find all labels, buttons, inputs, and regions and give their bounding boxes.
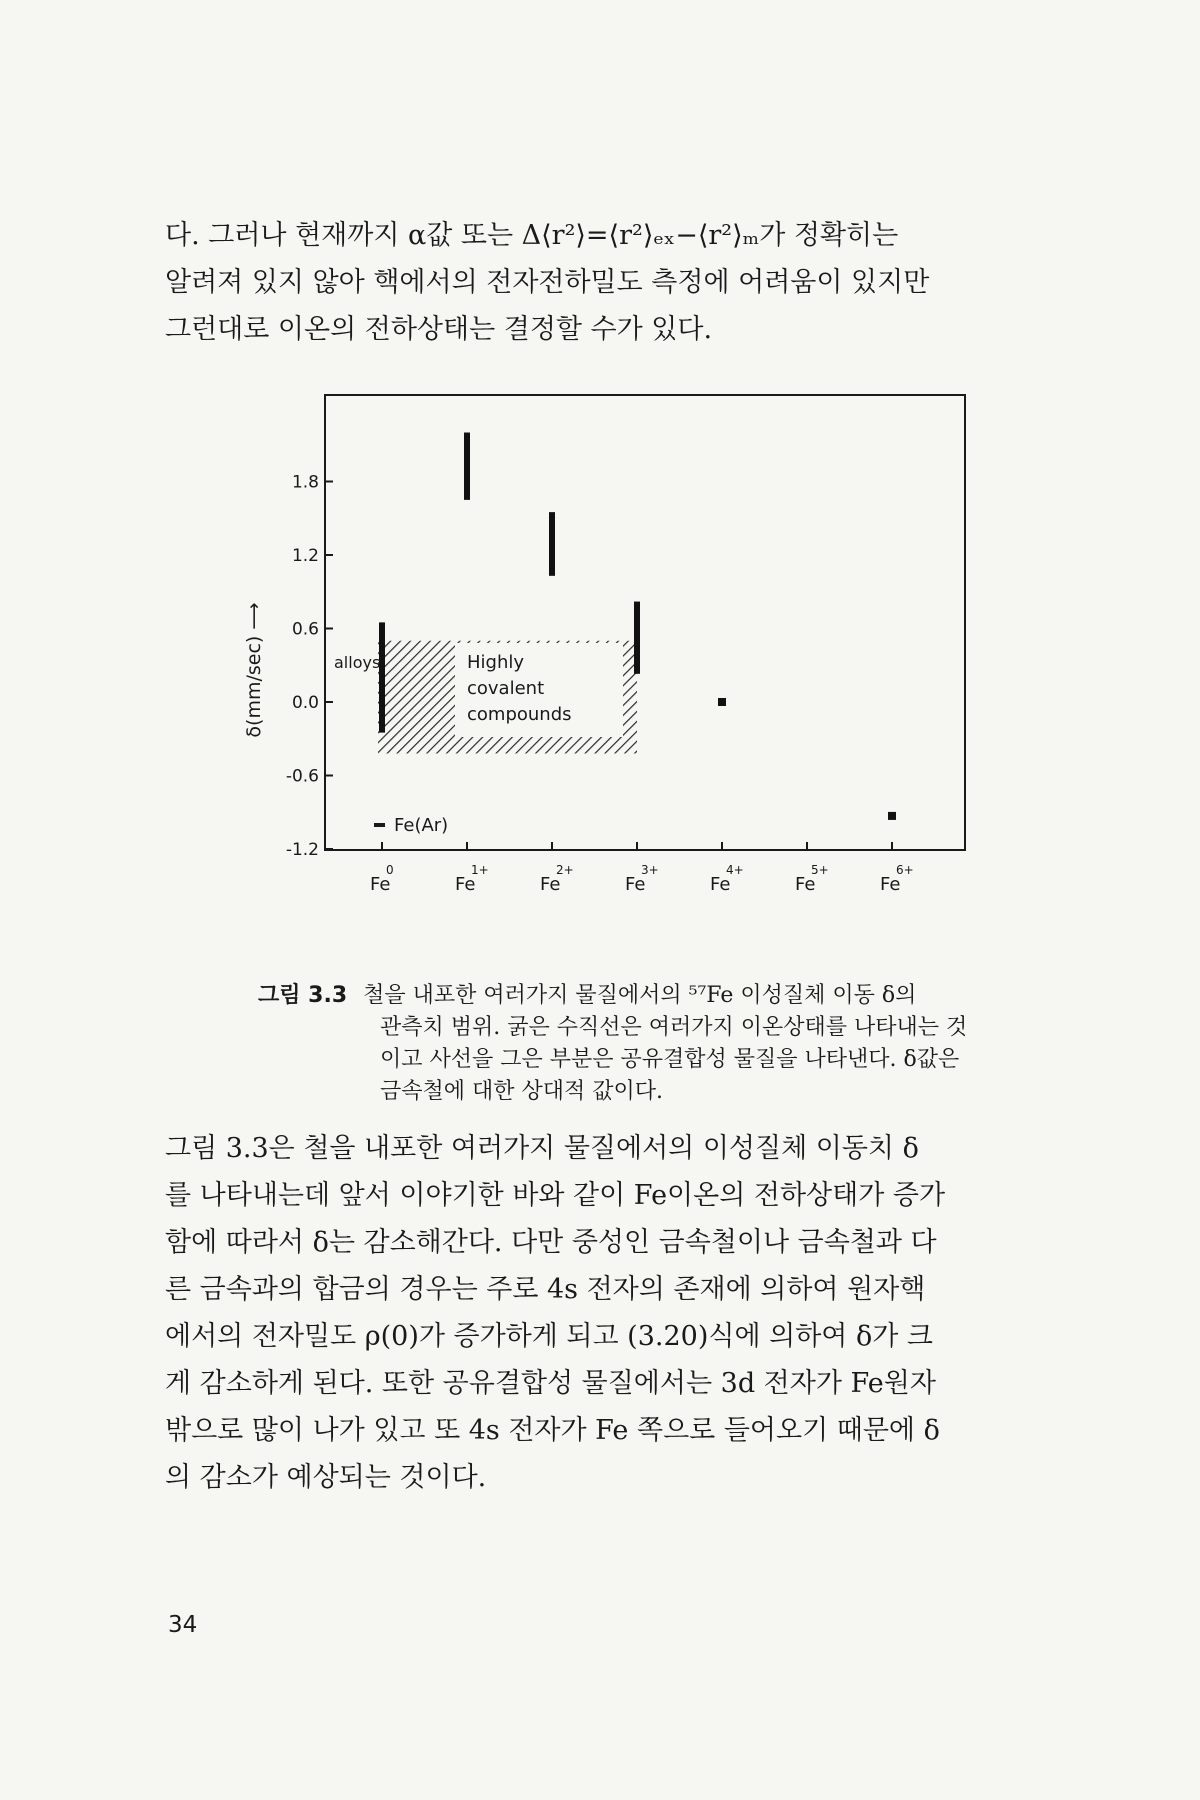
x-tick-label: Fe <box>880 874 901 895</box>
paragraph-line: 그림 3.3은 철을 내포한 여러가지 물질에서의 이성질체 이동치 δ <box>165 1133 919 1164</box>
paragraph-line: 그런대로 이온의 전하상태는 결정할 수가 있다. <box>165 314 713 345</box>
x-tick-label-charge: 6+ <box>896 863 914 877</box>
paragraph-line: 의 감소가 예상되는 것이다. <box>165 1462 487 1493</box>
x-tick-label-charge: 0 <box>386 863 394 877</box>
x-tick-label: Fe <box>370 874 391 895</box>
paragraph-line: 밖으로 많이 나가 있고 또 4s 전자가 Fe 쪽으로 들어오기 때문에 δ <box>165 1415 940 1446</box>
caption-label: 그림 3.3 <box>258 983 348 1008</box>
caption-line: 관측치 범위. 굵은 수직선은 여러가지 이온상태를 나타내는 것 <box>380 1015 968 1040</box>
x-tick-label-charge: 4+ <box>726 863 744 877</box>
range-bar <box>379 622 385 732</box>
plot-frame <box>325 395 965 850</box>
x-tick-label: Fe <box>795 874 816 895</box>
covalent-label-line: Highly <box>467 652 525 673</box>
isomer-shift-chart <box>230 385 1010 925</box>
y-tick-label: 1.2 <box>291 546 319 566</box>
range-bar <box>549 512 555 576</box>
data-point <box>718 698 726 706</box>
range-bar <box>634 602 640 674</box>
paragraph-line: 를 나타내는데 앞서 이야기한 바와 같이 Fe이온의 전하상태가 증가 <box>165 1180 946 1211</box>
paragraph-line: 함에 따라서 δ는 감소해간다. 다만 중성인 금속철이나 금속철과 다 <box>165 1227 937 1258</box>
page-number: 34 <box>168 1612 198 1638</box>
y-tick-label: 0.6 <box>291 619 319 640</box>
x-tick-label-charge: 5+ <box>811 863 829 877</box>
data-point <box>888 812 896 820</box>
x-tick-label: Fe <box>625 874 646 895</box>
y-tick-label: -0.6 <box>285 766 319 787</box>
x-tick-label-charge: 3+ <box>641 863 659 877</box>
paragraph-line: 알려져 있지 않아 핵에서의 전자전하밀도 측정에 어려움이 있지만 <box>165 267 930 298</box>
caption-line: 철을 내포한 여러가지 물질에서의 ⁵⁷Fe 이성질체 이동 δ의 <box>363 983 917 1008</box>
y-tick-label: 1.8 <box>291 472 319 493</box>
fe-ar-label: Fe(Ar) <box>394 815 449 836</box>
paragraph-line: 게 감소하게 된다. 또한 공유결합성 물질에서는 3d 전자가 Fe원자 <box>165 1368 936 1399</box>
range-bar <box>464 433 470 500</box>
covalent-label-line: covalent <box>467 678 545 699</box>
covalent-label-line: compounds <box>467 704 572 725</box>
y-tick-label: -1.2 <box>285 840 319 860</box>
caption-line: 금속철에 대한 상대적 값이다. <box>380 1079 663 1104</box>
x-tick-label-charge: 2+ <box>556 863 574 877</box>
paragraph-bottom <box>165 1125 1025 1501</box>
fe-ar-marker <box>374 823 385 827</box>
y-tick-label: 0.0 <box>291 693 319 713</box>
paragraph-line: 른 금속과의 합금의 경우는 주로 4s 전자의 존재에 의하여 원자핵 <box>165 1274 926 1305</box>
x-tick-label: Fe <box>710 874 731 895</box>
alloys-label: alloys <box>334 653 381 672</box>
paragraph-line: 다. 그러나 현재까지 α값 또는 Δ⟨r²⟩=⟨r²⟩ₑₓ−⟨r²⟩ₘ가 정확히는 <box>165 220 899 251</box>
x-tick-label: Fe <box>540 874 561 895</box>
x-tick-label-charge: 1+ <box>471 863 489 877</box>
x-tick-label: Fe <box>455 874 476 895</box>
y-axis-label: δ(mm/sec) ⟶ <box>243 602 265 738</box>
caption-line: 이고 사선을 그은 부분은 공유결합성 물질을 나타낸다. δ값은 <box>380 1047 960 1072</box>
figure-caption <box>258 980 1038 1108</box>
figure-isomer-shift <box>230 385 1010 925</box>
paragraph-top <box>165 212 1025 353</box>
paragraph-line: 에서의 전자밀도 ρ(0)가 증가하게 되고 (3.20)식에 의하여 δ가 크 <box>165 1321 933 1352</box>
